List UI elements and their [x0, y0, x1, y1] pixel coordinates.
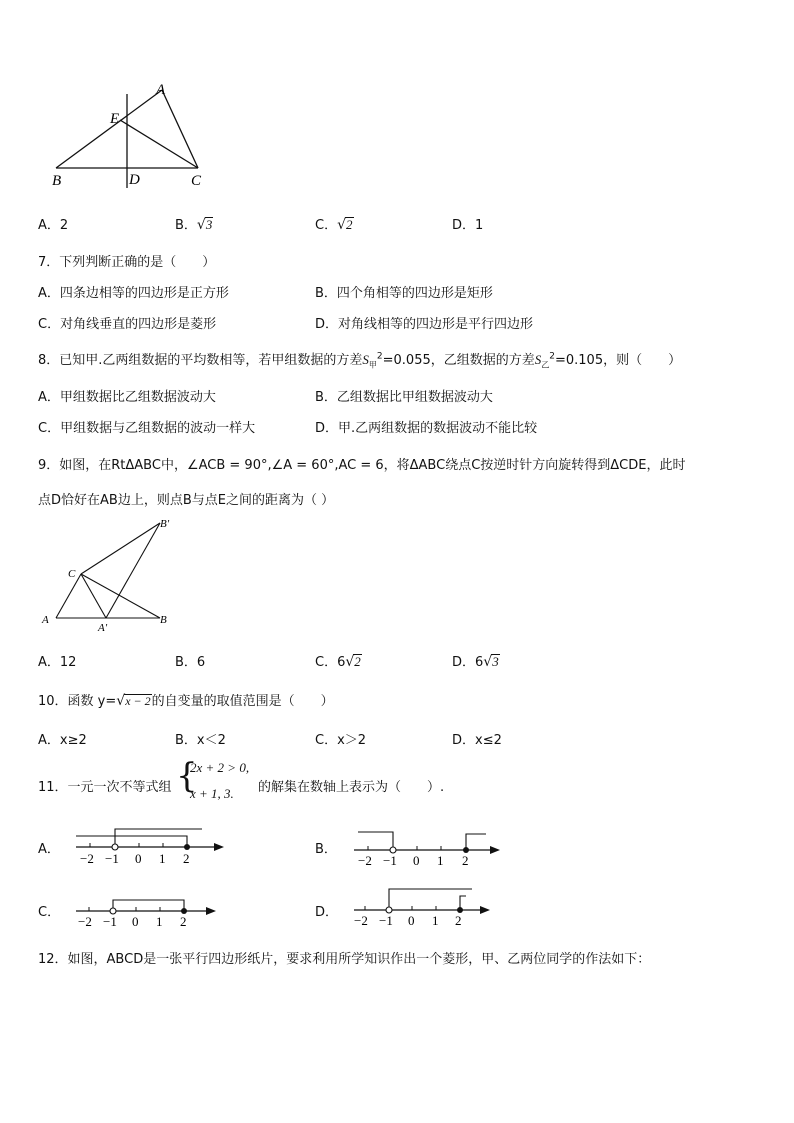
rotation-figure-q9	[38, 515, 188, 633]
number-line-a[interactable]	[72, 826, 232, 866]
svg-text:−2: −2	[358, 853, 372, 866]
label-C: C	[191, 173, 202, 189]
q9-option-c[interactable]: C．6√2	[315, 654, 361, 670]
q11-option-b-label[interactable]: B．	[315, 842, 337, 857]
system-brace: {	[176, 756, 198, 796]
svg-text:2: 2	[180, 914, 187, 929]
svg-text:−1: −1	[105, 851, 119, 866]
q8-option-d[interactable]: D．甲.乙两组数据的数据波动不能比较	[315, 421, 538, 436]
q10-stem: 10．函数 y=√x − 2的自变量的取值范围是（ ）	[38, 693, 334, 709]
q11-inequality-2: x + 1, 3.	[190, 786, 234, 801]
svg-text:2: 2	[462, 853, 469, 866]
q8-option-a[interactable]: A．甲组数据比乙组数据波动大	[38, 390, 216, 405]
svg-text:1: 1	[432, 913, 439, 926]
label-A: A	[42, 614, 49, 626]
svg-text:−2: −2	[354, 913, 368, 926]
label-B: B	[52, 173, 62, 189]
label-D: D	[129, 172, 140, 188]
svg-text:0: 0	[132, 914, 139, 929]
triangle-figure-q6	[40, 78, 220, 193]
svg-text:−1: −1	[383, 853, 397, 866]
svg-text:0: 0	[135, 851, 142, 866]
svg-text:−1: −1	[379, 913, 393, 926]
q9-option-d[interactable]: D．6√3	[452, 654, 499, 670]
q9-stem-line1: 9．如图，在RtΔABC中，∠ACB = 90°,∠A = 60°,AC = 6，将ΔABC绕点C按逆时针方向旋转得到ΔCDE，此时	[38, 458, 686, 473]
label-B-prime: B′	[160, 518, 170, 530]
q9-option-a[interactable]: A．12	[38, 655, 77, 670]
label-A: A	[156, 82, 166, 98]
svg-text:−2: −2	[80, 851, 94, 866]
q10-option-b[interactable]: B．x＜2	[175, 733, 226, 748]
q7-option-a[interactable]: A．四条边相等的四边形是正方形	[38, 286, 229, 301]
q6-option-c[interactable]: C．√2	[315, 217, 353, 233]
number-line-c[interactable]	[72, 891, 232, 931]
q11-inequality-1: 2x + 2 > 0,	[190, 760, 250, 775]
q11-stem-b: 的解集在数轴上表示为（ ）.	[258, 780, 445, 795]
svg-text:1: 1	[159, 851, 166, 866]
q8-option-b[interactable]: B．乙组数据比甲组数据波动大	[315, 390, 493, 405]
svg-text:−2: −2	[78, 914, 92, 929]
q8-stem: 8．已知甲.乙两组数据的平均数相等，若甲组数据的方差$S_甲^2=0.055$，乙组数据的方差$S_乙^2=0.105$，则（ ）	[38, 351, 682, 370]
label-A-prime: A′	[98, 622, 108, 633]
q11-option-a-label[interactable]: A．	[38, 842, 60, 857]
q6-option-b[interactable]: B．√3	[175, 217, 213, 233]
q6-option-d[interactable]: D．1	[452, 218, 484, 233]
number-line-b[interactable]	[350, 826, 510, 866]
q7-stem: 7．下列判断正确的是（ ）	[38, 255, 216, 270]
label-E: E	[110, 111, 120, 127]
q7-option-b[interactable]: B．四个角相等的四边形是矩形	[315, 286, 493, 301]
number-line-d[interactable]	[350, 886, 510, 926]
q8-option-c[interactable]: C．甲组数据与乙组数据的波动一样大	[38, 421, 256, 436]
svg-text:1: 1	[437, 853, 444, 866]
q6-option-a[interactable]: A．2	[38, 218, 69, 233]
label-C: C	[68, 568, 76, 580]
svg-text:0: 0	[413, 853, 420, 866]
q7-option-d[interactable]: D．对角线相等的四边形是平行四边形	[315, 317, 534, 332]
q11-option-d-label[interactable]: D．	[315, 905, 339, 920]
label-B: B	[160, 614, 167, 626]
q11-stem-a: 11．一元一次不等式组	[38, 780, 172, 795]
q9-stem-line2: 点D恰好在AB边上，则点B与点E之间的距离为（ ）	[38, 493, 335, 508]
q10-option-d[interactable]: D．x≤2	[452, 733, 502, 748]
q12-stem: 12．如图，ABCD是一张平行四边形纸片，要求利用所学知识作出一个菱形，甲、乙两位同学的作法如下：	[38, 952, 651, 967]
q7-option-c[interactable]: C．对角线垂直的四边形是菱形	[38, 317, 217, 332]
svg-text:0: 0	[408, 913, 415, 926]
q10-option-a[interactable]: A．x≥2	[38, 733, 87, 748]
svg-text:1: 1	[156, 914, 163, 929]
svg-text:−1: −1	[103, 914, 117, 929]
q11-option-c-label[interactable]: C．	[38, 905, 61, 920]
q10-option-c[interactable]: C．x＞2	[315, 733, 367, 748]
q9-option-b[interactable]: B．6	[175, 655, 206, 670]
svg-text:2: 2	[183, 851, 190, 866]
svg-text:2: 2	[455, 913, 462, 926]
